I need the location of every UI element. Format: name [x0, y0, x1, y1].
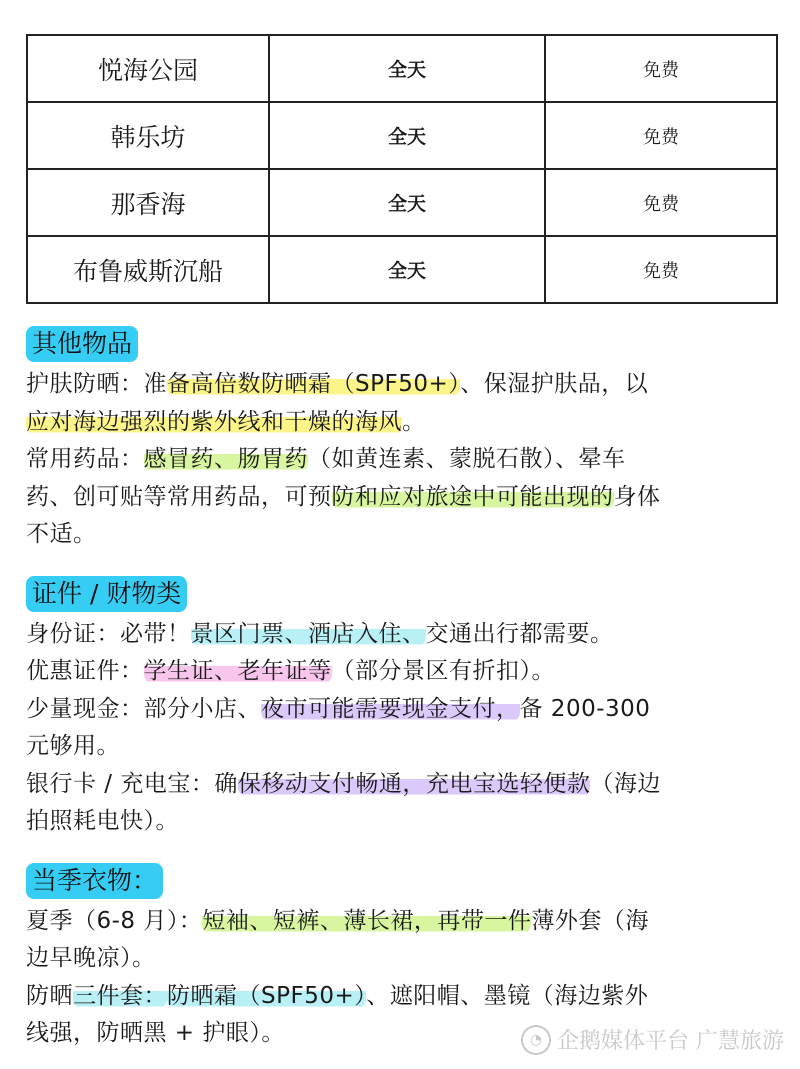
section-heading: 当季衣物：	[26, 863, 163, 899]
penguin-logo-icon: ◔	[521, 1025, 551, 1055]
open-time: 全天	[269, 236, 545, 303]
table-row	[27, 102, 777, 169]
bank-card-item	[26, 766, 786, 841]
highlight: 备高倍数防晒霜（SPF50+）	[167, 371, 461, 397]
section-heading: 证件 / 财物类	[26, 576, 187, 612]
watermark-text: 企鹅媒体平台 广慧旅游	[557, 1029, 784, 1054]
id-card-item	[26, 616, 786, 654]
section-other-items	[26, 318, 786, 554]
text-run: 备 200-300	[519, 695, 651, 722]
attraction-name: 布鲁威斯沉船	[27, 236, 269, 303]
highlight: 感冒药、肠胃药	[143, 446, 308, 472]
text-run: 交通出行都需要。	[425, 620, 614, 647]
highlight: 防晒霜（SPF50+）	[167, 982, 367, 1009]
text-run: 、遮阳帽、墨镜（海边紫外	[366, 982, 649, 1009]
packing-list	[26, 318, 786, 1053]
attraction-name: 那香海	[27, 169, 269, 236]
text-run: 、保湿护肤品，以	[460, 371, 649, 397]
discount-card-item	[26, 653, 786, 691]
text-run: 药、创可贴等常用药品，可预	[26, 483, 332, 510]
highlight: 保移动支付畅通，充电宝选轻便款	[237, 770, 591, 797]
highlight: 防和应对旅途中可能出现的	[331, 483, 614, 510]
section-clothing	[26, 855, 786, 1053]
ticket-fee: 免费	[545, 102, 777, 169]
text-run: 防晒	[26, 982, 73, 1009]
text-run: 薄外套（海	[531, 907, 649, 934]
text-run: （如黄连素、蒙脱石散）、晕车	[308, 446, 626, 472]
text-run: 不适。	[26, 521, 97, 547]
table-row	[27, 169, 777, 236]
highlight: 景区门票、酒店入住、	[190, 620, 426, 647]
open-time: 全天	[269, 102, 545, 169]
text-run: 身份证：必带！	[26, 620, 191, 647]
text-run: 元够用。	[26, 733, 120, 759]
skincare-item	[26, 366, 786, 441]
text-run: 身体	[613, 483, 661, 510]
summer-clothes-item	[26, 903, 786, 978]
text-run: 夏季（6-8 月）：	[26, 907, 203, 934]
ticket-fee: 免费	[545, 169, 777, 236]
text-run: 常用药品：	[26, 446, 144, 472]
text-run: 银行卡 / 充电宝：确	[26, 770, 238, 797]
text-run: 。	[402, 408, 426, 435]
highlight: 三件套：	[73, 982, 167, 1009]
table-row	[27, 236, 777, 303]
text-run: 拍照耗电快）。	[26, 808, 179, 834]
highlight: 应对海边强烈的紫外线和干燥的海风	[26, 408, 402, 435]
text-run: 护肤防晒：准	[26, 371, 167, 397]
cash-item	[26, 691, 786, 766]
watermark	[521, 1024, 784, 1055]
text-run: 边早晚凉）。	[26, 945, 156, 971]
attraction-name: 悦海公园	[27, 35, 269, 102]
text-run: （部分景区有折扣）。	[331, 658, 555, 684]
ticket-fee: 免费	[545, 236, 777, 303]
text-run: 少量现金：部分小店、	[26, 695, 261, 722]
text-run: 线强，防晒黑 + 护眼）。	[26, 1020, 285, 1046]
section-documents	[26, 568, 786, 841]
ticket-fee: 免费	[545, 35, 777, 102]
highlight: 短袖、短裤、薄长裙，再带一件	[202, 907, 532, 934]
table-row	[27, 35, 777, 102]
highlight: 学生证、老年证等	[143, 658, 332, 684]
highlight: 夜市可能需要现金支付，	[261, 695, 520, 722]
section-heading: 其他物品	[26, 326, 138, 362]
open-time: 全天	[269, 169, 545, 236]
attraction-name: 韩乐坊	[27, 102, 269, 169]
text-run: （海边	[590, 770, 661, 797]
open-time: 全天	[269, 35, 545, 102]
attractions-table	[26, 34, 778, 304]
medicine-item	[26, 441, 786, 554]
text-run: 优惠证件：	[26, 658, 144, 684]
